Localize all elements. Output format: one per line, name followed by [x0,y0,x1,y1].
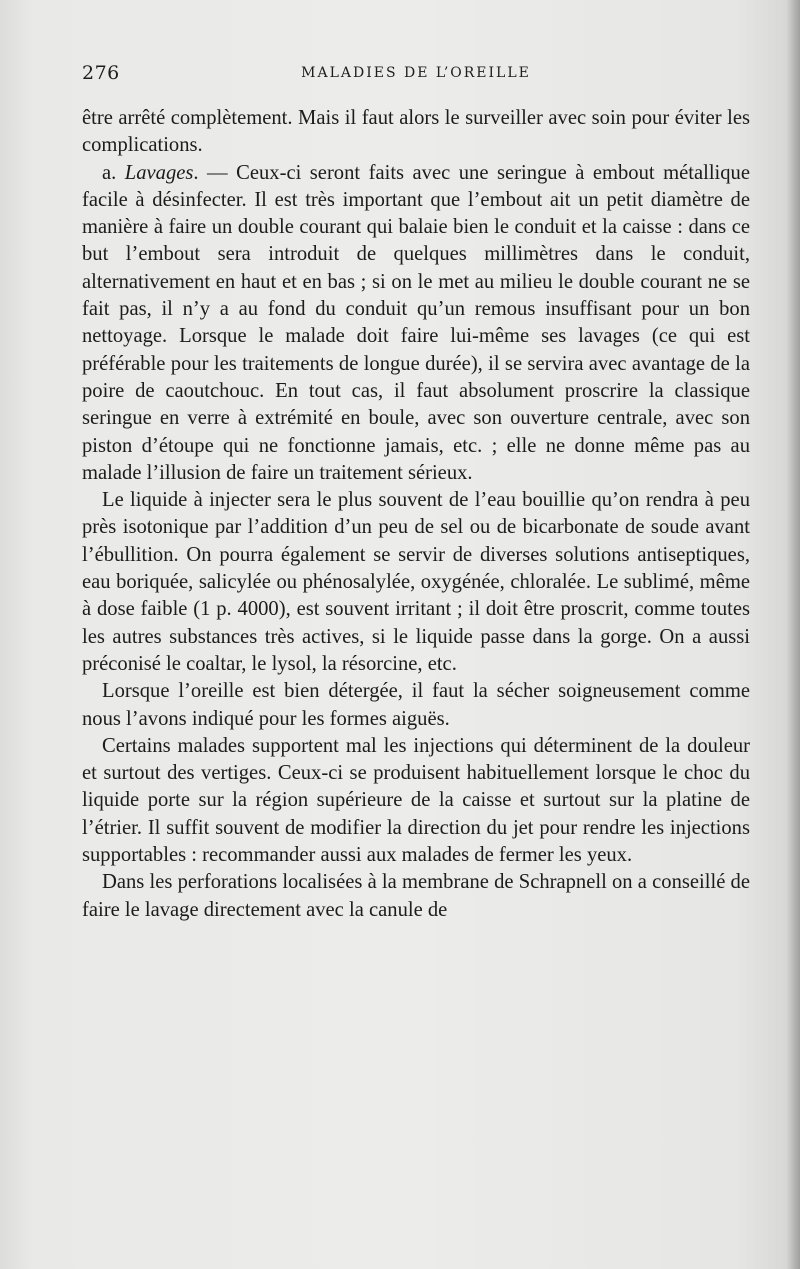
page-number: 276 [82,62,120,84]
paragraph-text: Lorsque l’oreille est bien détergée, il faut la sécher soigneusement comme nous l’avons indiqué pour les formes aiguës. [82,680,750,730]
paragraph-text: être arrêté complètement. Mais il faut alors le surveiller avec soin pour éviter les complications. [82,107,750,157]
paragraph-schrapnell [82,869,750,924]
body-text [82,105,750,924]
section-label: a. [102,161,125,184]
page-edge-shadow [786,0,800,1269]
paragraph-continuation [82,105,750,160]
paragraph-text: Certains malades supportent mal les injections qui déterminent de la douleur et surtout des vertiges. Ceux-ci se produisent habituellement lorsque le choc du liquide porte sur la région supérieure de la caisse et surtout sur la platine de l’étrier. Il suffit souvent de modifier la direction du jet pour rendre les injections supportables : recommander aussi aux malades de fermer les yeux. [82,734,750,867]
paragraph-liquide [82,487,750,678]
paragraph-lavages [82,160,750,488]
paragraph-vertiges [82,733,750,869]
paragraph-text: Dans les perforations localisées à la membrane de Schrapnell on a conseillé de faire le lavage directement avec la canule de [82,871,750,921]
paragraph-text: Le liquide à injecter sera le plus souvent de l’eau bouillie qu’on rendra à peu près isotonique par l’addition d’un peu de sel ou de bicarbonate de soude avant l’ébullition. On pourra également se servir de diverses solutions antiseptiques, eau boriquée, salicylée ou phénosalylée, oxygénée, chloralée. Le sublimé, même à dose faible (1 p. 4000), est souvent irritant ; il doit être proscrit, comme toutes les autres substances très actives, si le liquide passe dans la gorge. On a aussi préconisé le coaltar, le lysol, la résorcine, etc. [82,489,750,675]
paragraph-sechage [82,678,750,733]
paragraph-text: . — Ceux-ci seront faits avec une seringue à embout métallique facile à désinfecter. Il est très important que l’embout ait un petit diamètre de manière à faire un double courant qui balaie bien le conduit et la caisse : dans ce but l’embout sera introduit de quelques millimètres dans le conduit, alternativement en haut et en bas ; si on le met au milieu le double courant ne se fait pas, il n’y a au fond du conduit qu’un remous insuffisant pour un bon nettoyage. Lorsque le malade doit faire lui-même ses lavages (ce qui est préférable pour les traitements de longue durée), il se servira avec avantage de la poire de caoutchouc. En tout cas, il faut absolument proscrire la classique seringue en verre à extrémité en boule, avec son ouverture centrale, avec son piston d’étoupe qui ne fonctionne jamais, etc. ; elle ne donne même pas au malade l’illusion de faire un traitement sérieux. [82,161,750,484]
page-header [82,62,750,92]
running-title: MALADIES DE L’OREILLE [301,65,531,81]
section-heading-italic: Lavages [124,161,194,184]
